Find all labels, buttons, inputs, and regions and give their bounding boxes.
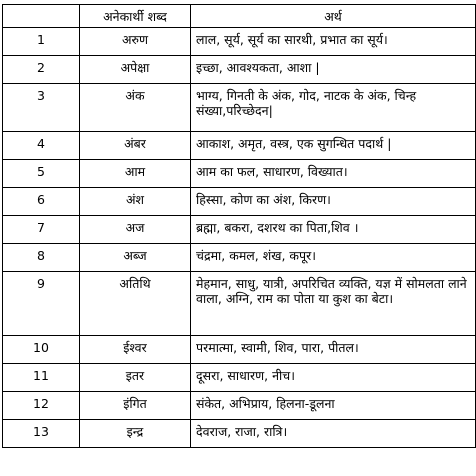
row-meaning: मेहमान, साधु, यात्री, अपरिचित व्यक्ति, यज्ञ में सोमलता लाने वाला, अग्नि, राम का पोता या कुश का बेटा। xyxy=(191,272,476,336)
row-word: अंबर xyxy=(80,132,191,160)
row-number: 7 xyxy=(3,216,80,244)
table-row xyxy=(3,160,476,188)
row-word: अरुण xyxy=(80,28,191,56)
header-word: अनेकार्थी शब्द xyxy=(80,5,191,28)
row-word: आम xyxy=(80,160,191,188)
row-meaning: आकाश, अमृत, वस्त्र, एक सुगन्धित पदार्थ | xyxy=(191,132,476,160)
row-number: 3 xyxy=(3,84,80,132)
header-number xyxy=(3,5,80,28)
row-word: इंगित xyxy=(80,392,191,420)
row-meaning: लाल, सूर्य, सूर्य का सारथी, प्रभात का सूर्य। xyxy=(191,28,476,56)
row-meaning: आम का फल, साधारण, विख्यात। xyxy=(191,160,476,188)
row-number: 10 xyxy=(3,336,80,364)
row-meaning: संकेत, अभिप्राय, हिलना-डूलना xyxy=(191,392,476,420)
row-word: अतिथि xyxy=(80,272,191,336)
row-word: इन्द्र xyxy=(80,420,191,448)
row-meaning: देवराज, राजा, रात्रि। xyxy=(191,420,476,448)
row-meaning: हिस्सा, कोण का अंश, किरण। xyxy=(191,188,476,216)
table-row xyxy=(3,420,476,448)
row-number: 4 xyxy=(3,132,80,160)
table-row xyxy=(3,216,476,244)
row-word: अपेक्षा xyxy=(80,56,191,84)
table-row xyxy=(3,364,476,392)
row-meaning: दूसरा, साधारण, नीच। xyxy=(191,364,476,392)
row-word: अंक xyxy=(80,84,191,132)
table-row xyxy=(3,56,476,84)
table-row xyxy=(3,84,476,132)
row-number: 8 xyxy=(3,244,80,272)
table-row xyxy=(3,132,476,160)
word-meaning-table xyxy=(2,4,476,448)
row-meaning: चंद्रमा, कमल, शंख, कपूर। xyxy=(191,244,476,272)
table-row xyxy=(3,336,476,364)
row-number: 11 xyxy=(3,364,80,392)
row-meaning: परमात्मा, स्वामी, शिव, पारा, पीतल। xyxy=(191,336,476,364)
row-number: 12 xyxy=(3,392,80,420)
row-number: 13 xyxy=(3,420,80,448)
header-meaning: अर्थ xyxy=(191,5,476,28)
row-number: 2 xyxy=(3,56,80,84)
row-number: 1 xyxy=(3,28,80,56)
table-row xyxy=(3,244,476,272)
row-word: इतर xyxy=(80,364,191,392)
header-row xyxy=(3,5,476,28)
row-number: 6 xyxy=(3,188,80,216)
row-word: अब्ज xyxy=(80,244,191,272)
row-word: अज xyxy=(80,216,191,244)
row-meaning: भाग्य, गिनती के अंक, गोद, नाटक के अंक, चिन्ह संख्या,परिच्छेदन| xyxy=(191,84,476,132)
row-number: 5 xyxy=(3,160,80,188)
row-number: 9 xyxy=(3,272,80,336)
row-word: अंश xyxy=(80,188,191,216)
row-meaning: ब्रह्मा, बकरा, दशरथ का पिता,शिव । xyxy=(191,216,476,244)
table-row xyxy=(3,392,476,420)
table-row xyxy=(3,188,476,216)
table-row xyxy=(3,272,476,336)
row-meaning: इच्छा, आवश्यकता, आशा | xyxy=(191,56,476,84)
row-word: ईश्वर xyxy=(80,336,191,364)
table-row xyxy=(3,28,476,56)
